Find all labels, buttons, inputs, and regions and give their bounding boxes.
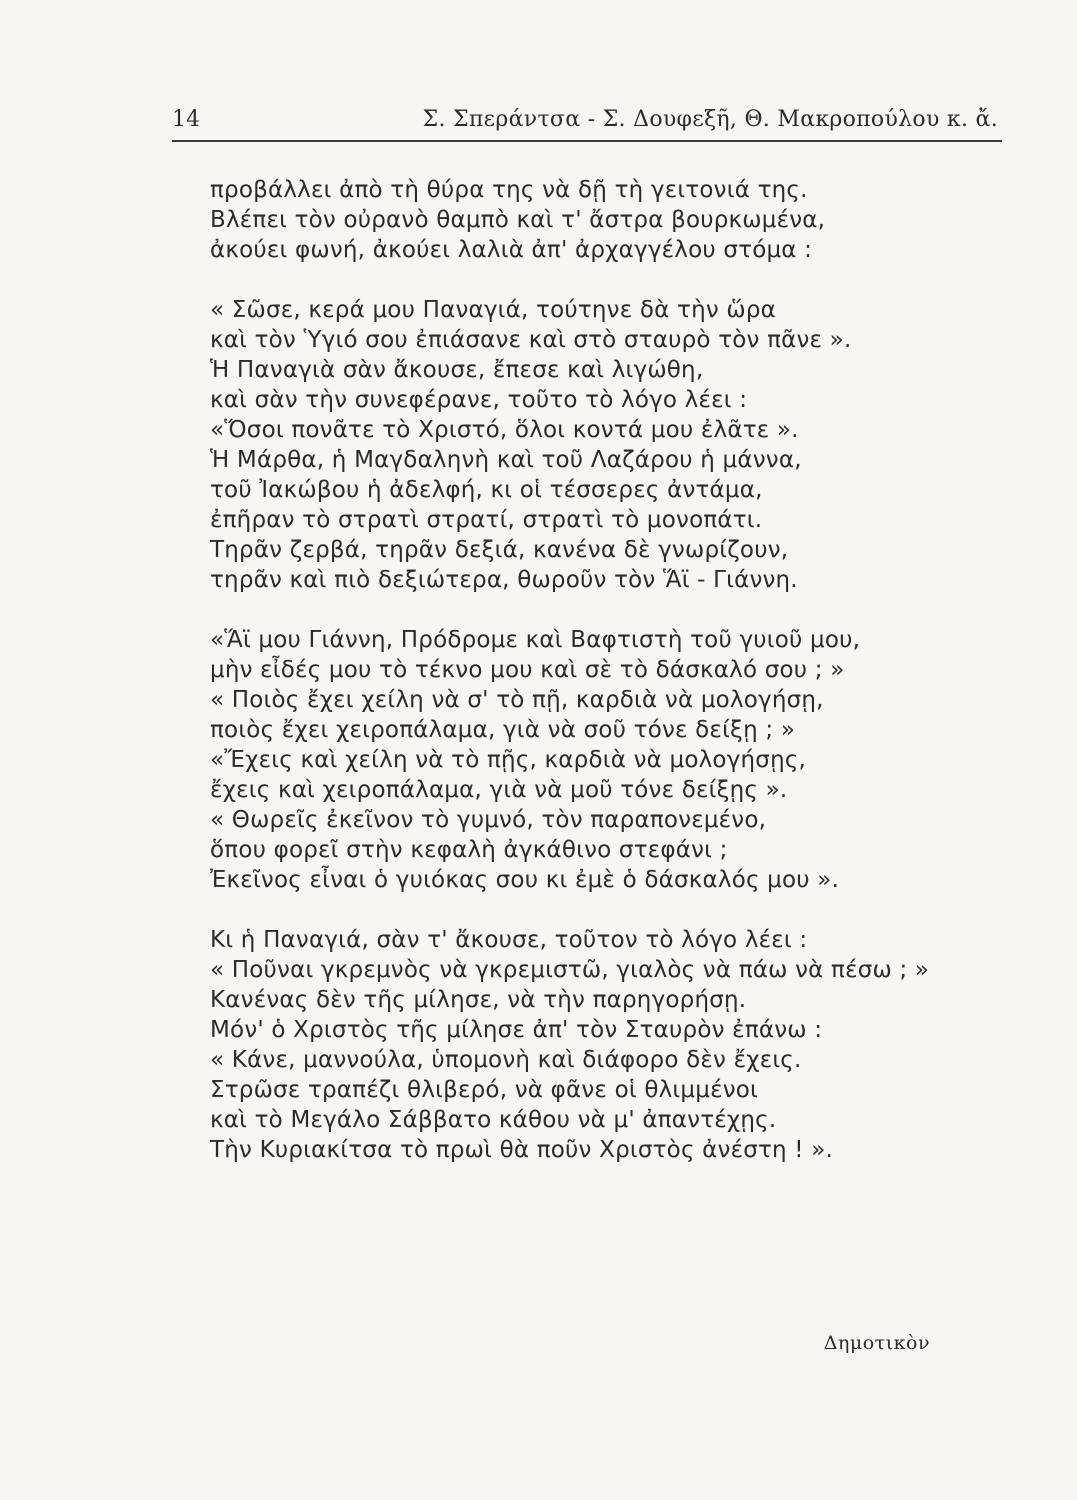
poem-line: Ἡ Παναγιὰ σὰν ἄκουσε, ἔπεσε καὶ λιγώθη, bbox=[210, 357, 704, 383]
poem-line: Στρῶσε τραπέζι θλιβερό, νὰ φᾶνε οἱ θλιμμένοι bbox=[210, 1077, 758, 1103]
poem-line: καὶ τὸ Μεγάλο Σάββατο κάθου νὰ μ' ἀπαντέχῃς. bbox=[210, 1107, 777, 1133]
poem-line: Ἐκεῖνος εἶναι ὁ γυιόκας σου κι ἐμὲ ὁ δάσκαλός μου ». bbox=[210, 867, 840, 893]
poem-line: « Θωρεῖς ἐκεῖνον τὸ γυμνό, τὸν παραπονεμένο, bbox=[210, 807, 767, 833]
poem-line: «Ἅϊ μου Γιάννη, Πρόδρομε καὶ Βαφτιστὴ τοῦ γυιοῦ μου, bbox=[210, 627, 861, 653]
poem-line: τηρᾶν καὶ πιὸ δεξιώτερα, θωροῦν τὸν Ἅϊ - Γιάννη. bbox=[210, 567, 798, 593]
running-title: Σ. Σπεράντσα - Σ. Δουφεξῆ, Θ. Μακροπούλου κ. ἄ. bbox=[422, 107, 998, 132]
poem-line: « Ποῦναι γκρεμνὸς νὰ γκρεμιστῶ, γιαλὸς νὰ πάω νὰ πέσω ; » bbox=[210, 957, 930, 983]
poem-line: « Ποιὸς ἔχει χείλη νὰ σ' τὸ πῇ, καρδιὰ νὰ μολογήσῃ, bbox=[210, 687, 824, 713]
poem-line: προβάλλει ἀπὸ τὴ θύρα της νὰ δῇ τὴ γειτονιά της. bbox=[210, 177, 808, 203]
poem-line: ὅπου φορεῖ στὴν κεφαλὴ ἀγκάθινο στεφάνι ; bbox=[210, 837, 728, 863]
stanza-gap bbox=[210, 897, 1010, 927]
poem-line: « Κάνε, μαννούλα, ὑπομονὴ καὶ διάφορο δὲν ἔχεις. bbox=[210, 1047, 802, 1073]
poem-line: «Ἔχεις καὶ χείλη νὰ τὸ πῇς, καρδιὰ νὰ μολογήσῃς, bbox=[210, 747, 807, 773]
poem-line: Κανένας δὲν τῆς μίλησε, νὰ τὴν παρηγορήσῃ. bbox=[210, 987, 747, 1013]
page-number: 14 bbox=[172, 107, 200, 132]
poem-line: ἀκούει φωνή, ἀκούει λαλιὰ ἀπ' ἀρχαγγέλου στόμα : bbox=[210, 237, 813, 263]
poem-line: καὶ σὰν τὴν συνεφέρανε, τοῦτο τὸ λόγο λέει : bbox=[210, 387, 748, 413]
poem-line: ἔχεις καὶ χειροπάλαμα, γιὰ νὰ μοῦ τόνε δείξῃς ». bbox=[210, 777, 788, 803]
poem-line: μὴν εἶδές μου τὸ τέκνο μου καὶ σὲ τὸ δάσκαλό σου ; » bbox=[210, 657, 845, 683]
poem-line: Ἡ Μάρθα, ἡ Μαγδαληνὴ καὶ τοῦ Λαζάρου ἡ μάννα, bbox=[210, 447, 802, 473]
poem-line: καὶ τὸν Ὑγιό σου ἐπιάσανε καὶ στὸ σταυρὸ τὸν πᾶνε ». bbox=[210, 327, 852, 353]
poem-line: «Ὅσοι πονᾶτε τὸ Χριστό, ὅλοι κοντά μου ἐλᾶτε ». bbox=[210, 417, 799, 443]
poem-line: Μόν' ὁ Χριστὸς τῆς μίλησε ἀπ' τὸν Σταυρὸν ἐπάνω : bbox=[210, 1017, 823, 1043]
page-header bbox=[172, 106, 1002, 142]
stanza-gap bbox=[210, 597, 1010, 627]
poem-line: Τὴν Κυριακίτσα τὸ πρωὶ θὰ ποῦν Χριστὸς ἀνέστη ! ». bbox=[210, 1137, 834, 1163]
poem-line: ἐπῆραν τὸ στρατὶ στρατί, στρατὶ τὸ μονοπάτι. bbox=[210, 507, 763, 533]
poem-line: ποιὸς ἔχει χειροπάλαμα, γιὰ νὰ σοῦ τόνε δείξῃ ; » bbox=[210, 717, 796, 743]
stanza-gap bbox=[210, 267, 1010, 297]
poem-line: Κι ἡ Παναγιά, σὰν τ' ἄκουσε, τοῦτον τὸ λόγο λέει : bbox=[210, 927, 808, 953]
poem-line: τοῦ Ἰακώβου ἡ ἀδελφή, κι οἱ τέσσερες ἀντάμα, bbox=[210, 477, 763, 503]
poem-line: « Σῶσε, κερά μου Παναγιά, τούτηνε δὰ τὴν ὥρα bbox=[210, 297, 777, 323]
poem-line: Βλέπει τὸν οὐρανὸ θαμπὸ καὶ τ' ἄστρα βουρκωμένα, bbox=[210, 207, 826, 233]
poem-line: Τηρᾶν ζερβά, τηρᾶν δεξιά, κανένα δὲ γνωρίζουν, bbox=[210, 537, 789, 563]
poem-body bbox=[210, 177, 1010, 1167]
source-attribution: Δημοτικὸν bbox=[823, 1332, 930, 1354]
